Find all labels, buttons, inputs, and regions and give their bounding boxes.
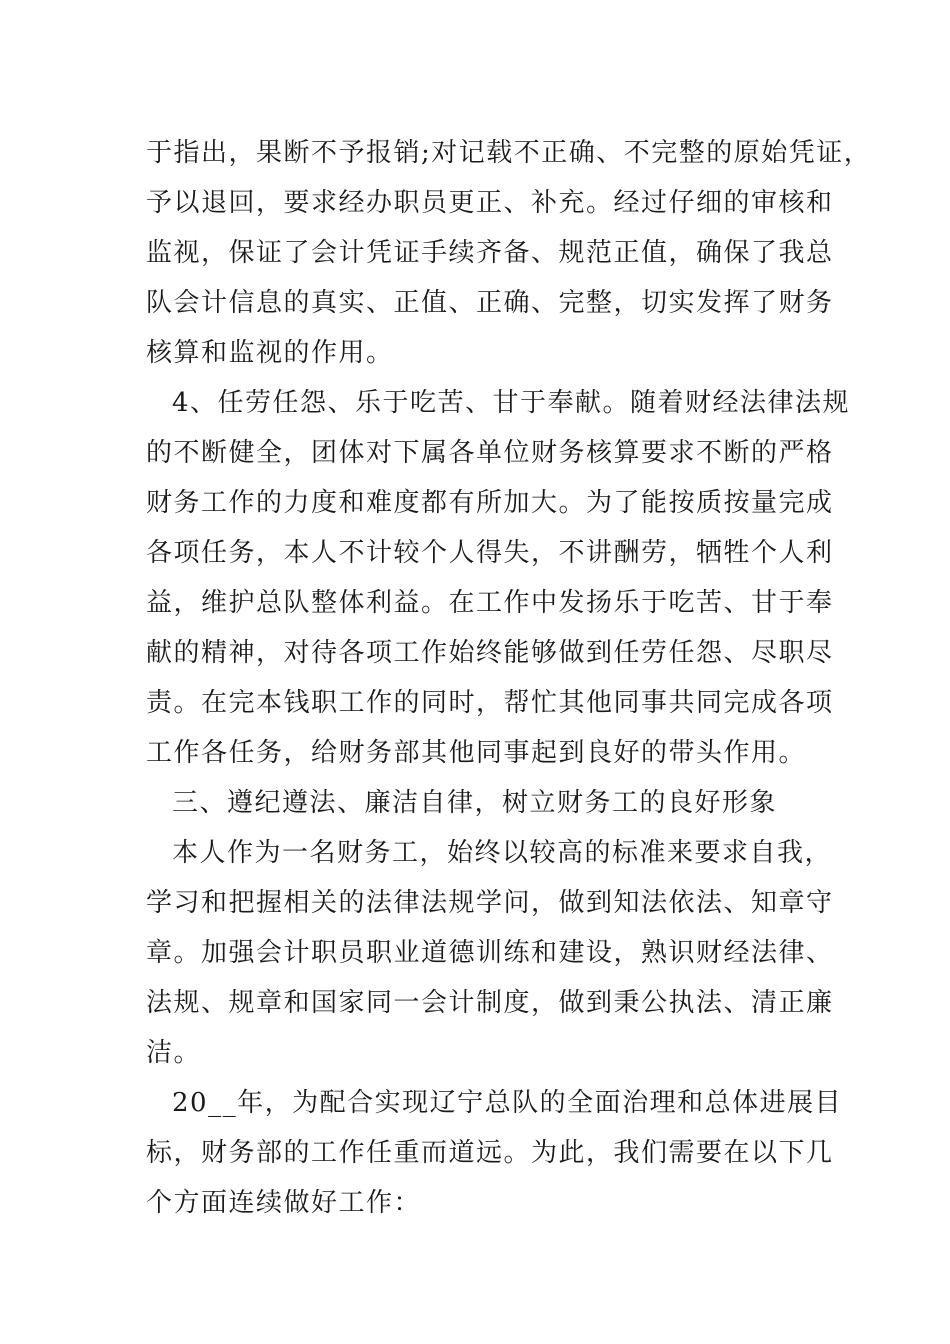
text-line: 学习和把握相关的法律法规学问，做到知法依法、知章守 [146,888,834,918]
text-line: 工作各任务，给财务部其他同事起到良好的带头作用。 [146,738,807,768]
para-continuation [146,128,872,378]
text-line: 献的精神，对待各项工作始终能够做到任劳任怨、尽职尽 [146,638,834,668]
document-body [146,128,872,1228]
text-line: 本人作为一名财务工，始终以较高的标准来要求自我， [172,838,833,868]
text-line: 予以退回，要求经办职员更正、补充。经过仔细的审核和 [146,188,834,218]
text-line: 法规、规章和国家同一会计制度，做到秉公执法、清正廉 [146,988,834,1018]
section-heading-3 [146,778,818,828]
para-item-4 [146,378,851,778]
text-line: 责。在完本钱职工作的同时，帮忙其他同事共同完成各项 [146,688,834,718]
para-self-discipline [146,828,834,1078]
text-line: 队会计信息的真实、正值、正确、完整，切实发挥了财务 [146,288,834,318]
text-line: 核算和监视的作用。 [146,338,394,368]
text-line: 标，财务部的工作任重而道远。为此，我们需要在以下几 [146,1138,834,1168]
text-line: 20__年，为配合实现辽宁总队的全面治理和总体进展目 [172,1088,843,1118]
text-line: 洁。 [146,1038,202,1068]
text-line: 于指出，果断不予报销;对记载不正确、不完整的原始凭证， [146,138,872,168]
para-next-year [146,1078,843,1228]
text-line: 监视，保证了会计凭证手续齐备、规范正值，确保了我总 [146,238,834,268]
text-line: 个方面连续做好工作： [146,1188,422,1218]
text-line: 各项任务，本人不计较个人得失，不讲酬劳，牺牲个人利 [146,538,834,568]
text-line: 三、遵纪遵法、廉洁自律，树立财务工的良好形象 [172,788,778,818]
text-line: 益，维护总队整体利益。在工作中发扬乐于吃苦、甘于奉 [146,588,834,618]
text-line: 财务工作的力度和难度都有所加大。为了能按质按量完成 [146,488,834,518]
text-line: 的不断健全，团体对下属各单位财务核算要求不断的严格 [146,438,834,468]
text-line: 章。加强会计职员职业道德训练和建设，熟识财经法律、 [146,938,834,968]
text-line: 4、任劳任怨、乐于吃苦、甘于奉献。随着财经法律法规 [172,388,851,418]
